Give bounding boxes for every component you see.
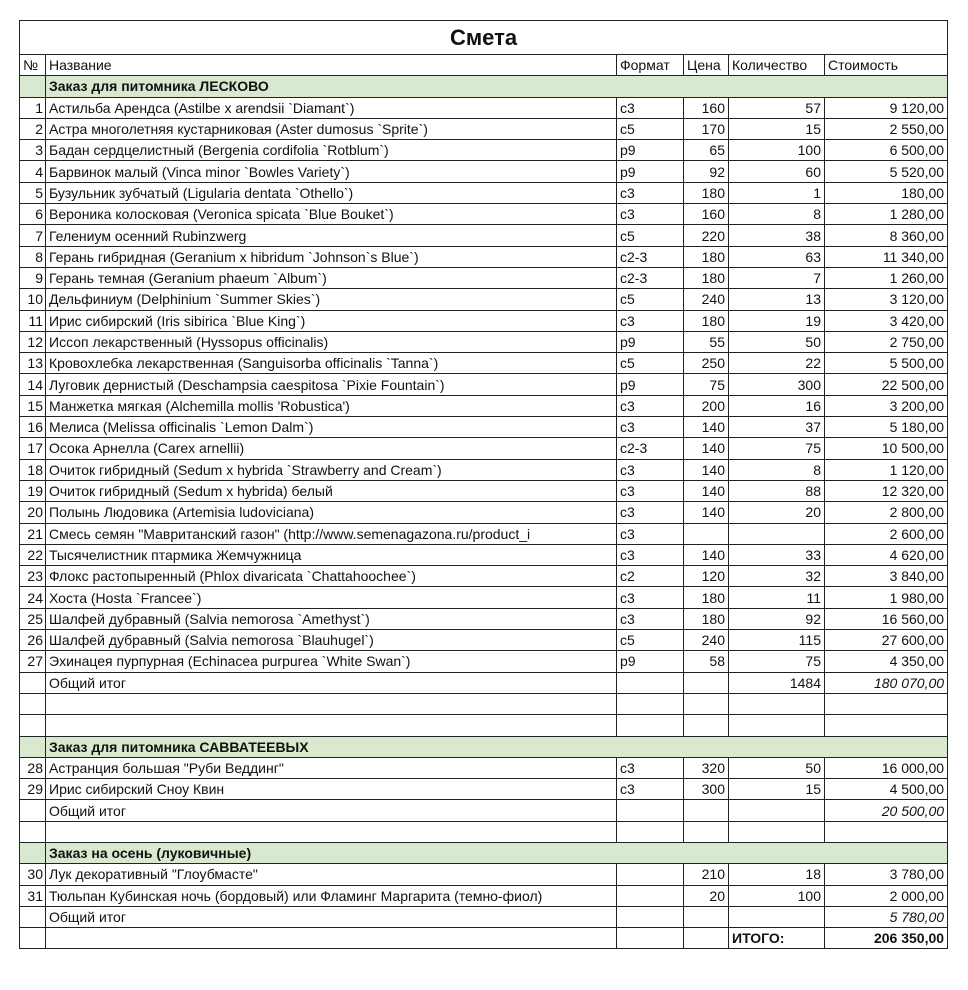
item-price: 180 — [684, 310, 729, 331]
section-title: Заказ для питомника САВВАТЕЕВЫХ — [46, 736, 948, 757]
section-row — [20, 736, 948, 757]
item-price: 180 — [684, 182, 729, 203]
subtotal-label: Общий итог — [46, 906, 617, 927]
table-row — [20, 885, 948, 906]
item-format: c3 — [617, 480, 684, 501]
item-quantity: 88 — [729, 480, 825, 501]
item-price: 170 — [684, 118, 729, 139]
item-cost: 4 350,00 — [825, 651, 948, 672]
item-price: 20 — [684, 885, 729, 906]
subtotal-cost: 20 500,00 — [825, 800, 948, 821]
item-format: c2-3 — [617, 438, 684, 459]
row-number: 2 — [20, 118, 46, 139]
item-quantity: 63 — [729, 246, 825, 267]
item-name: Астра многолетняя кустарниковая (Aster dumosus `Sprite`) — [46, 118, 617, 139]
row-number: 12 — [20, 331, 46, 352]
item-format: c3 — [617, 459, 684, 480]
item-name: Хоста (Hosta `Francee`) — [46, 587, 617, 608]
item-format: c2 — [617, 566, 684, 587]
item-format: p9 — [617, 331, 684, 352]
table-row — [20, 289, 948, 310]
item-price: 55 — [684, 331, 729, 352]
item-name: Эхинацея пурпурная (Echinacea purpurea `White Swan`) — [46, 651, 617, 672]
empty-cell — [729, 821, 825, 842]
row-number: 17 — [20, 438, 46, 459]
sheet-title: Смета — [20, 21, 948, 55]
table-row — [20, 438, 948, 459]
grand-format-cell — [617, 928, 684, 949]
item-price: 300 — [684, 779, 729, 800]
item-quantity: 33 — [729, 544, 825, 565]
item-format: c5 — [617, 225, 684, 246]
row-number: 18 — [20, 459, 46, 480]
section-num-cell — [20, 76, 46, 97]
item-cost: 3 420,00 — [825, 310, 948, 331]
section-title: Заказ на осень (луковичные) — [46, 842, 948, 863]
item-quantity: 92 — [729, 608, 825, 629]
item-name: Лук декоративный "Глоубмасте" — [46, 864, 617, 885]
item-quantity: 16 — [729, 395, 825, 416]
item-price: 120 — [684, 566, 729, 587]
row-number: 28 — [20, 757, 46, 778]
table-row — [20, 864, 948, 885]
item-name: Бузульник зубчатый (Ligularia dentata `Othello`) — [46, 182, 617, 203]
item-name: Очиток гибридный (Sedum x hybrida) белый — [46, 480, 617, 501]
item-format: p9 — [617, 374, 684, 395]
item-name: Флокс растопыренный (Phlox divaricata `Chattahoochee`) — [46, 566, 617, 587]
item-price: 250 — [684, 353, 729, 374]
item-cost: 5 500,00 — [825, 353, 948, 374]
item-name: Шалфей дубравный (Salvia nemorosa `Blauhugel`) — [46, 630, 617, 651]
row-number: 14 — [20, 374, 46, 395]
item-price: 240 — [684, 630, 729, 651]
item-price: 210 — [684, 864, 729, 885]
item-format: c5 — [617, 289, 684, 310]
item-quantity: 13 — [729, 289, 825, 310]
item-price: 140 — [684, 544, 729, 565]
item-name: Осока Арнелла (Carex arnellii) — [46, 438, 617, 459]
empty-row — [20, 693, 948, 714]
row-number: 9 — [20, 267, 46, 288]
table-row — [20, 182, 948, 203]
estimate-table — [19, 20, 948, 949]
item-name: Смесь семян "Мавританский газон" (http://www.semenagazona.ru/product_i — [46, 523, 617, 544]
subtotal-price-cell — [684, 672, 729, 693]
item-quantity: 75 — [729, 438, 825, 459]
item-cost: 12 320,00 — [825, 480, 948, 501]
row-number: 20 — [20, 502, 46, 523]
item-cost: 4 500,00 — [825, 779, 948, 800]
table-row — [20, 480, 948, 501]
item-cost: 2 550,00 — [825, 118, 948, 139]
item-cost: 5 520,00 — [825, 161, 948, 182]
item-name: Мелиса (Melissa officinalis `Lemon Dalm`) — [46, 417, 617, 438]
item-quantity: 57 — [729, 97, 825, 118]
subtotal-quantity — [729, 906, 825, 927]
item-quantity: 300 — [729, 374, 825, 395]
item-quantity: 15 — [729, 118, 825, 139]
item-price: 140 — [684, 438, 729, 459]
row-number: 7 — [20, 225, 46, 246]
empty-cell — [20, 693, 46, 714]
subtotal-price-cell — [684, 800, 729, 821]
table-row — [20, 97, 948, 118]
row-number: 21 — [20, 523, 46, 544]
empty-cell — [825, 715, 948, 736]
item-name: Ирис сибирский (Iris sibirica `Blue King`) — [46, 310, 617, 331]
item-name: Тысячелистник птармика Жемчужница — [46, 544, 617, 565]
empty-cell — [729, 715, 825, 736]
item-price: 92 — [684, 161, 729, 182]
table-row — [20, 331, 948, 352]
item-cost: 1 280,00 — [825, 204, 948, 225]
empty-row — [20, 715, 948, 736]
row-number: 4 — [20, 161, 46, 182]
item-name: Ирис сибирский Сноу Квин — [46, 779, 617, 800]
item-price: 140 — [684, 502, 729, 523]
item-cost: 1 120,00 — [825, 459, 948, 480]
item-price — [684, 523, 729, 544]
row-number: 1 — [20, 97, 46, 118]
item-cost: 9 120,00 — [825, 97, 948, 118]
subtotal-quantity: 1484 — [729, 672, 825, 693]
row-number: 15 — [20, 395, 46, 416]
item-price: 58 — [684, 651, 729, 672]
item-format: c3 — [617, 417, 684, 438]
item-quantity: 18 — [729, 864, 825, 885]
item-name: Луговик дернистый (Deschampsia caespitosa `Pixie Fountain`) — [46, 374, 617, 395]
subtotal-format-cell — [617, 672, 684, 693]
item-cost: 180,00 — [825, 182, 948, 203]
item-cost: 2 600,00 — [825, 523, 948, 544]
item-cost: 10 500,00 — [825, 438, 948, 459]
item-cost: 1 260,00 — [825, 267, 948, 288]
item-cost: 16 560,00 — [825, 608, 948, 629]
subtotal-label: Общий итог — [46, 672, 617, 693]
item-format: c3 — [617, 395, 684, 416]
item-quantity: 19 — [729, 310, 825, 331]
header-format: Формат — [617, 55, 684, 76]
header-row — [20, 55, 948, 76]
item-quantity: 38 — [729, 225, 825, 246]
item-format: c2-3 — [617, 246, 684, 267]
empty-cell — [46, 821, 617, 842]
estimate-sheet — [19, 20, 948, 949]
empty-cell — [617, 693, 684, 714]
item-quantity: 100 — [729, 140, 825, 161]
grand-total-label: ИТОГО: — [729, 928, 825, 949]
row-number: 29 — [20, 779, 46, 800]
item-price: 200 — [684, 395, 729, 416]
item-format: p9 — [617, 161, 684, 182]
item-cost: 8 360,00 — [825, 225, 948, 246]
grand-total-value: 206 350,00 — [825, 928, 948, 949]
table-row — [20, 267, 948, 288]
empty-cell — [46, 715, 617, 736]
item-format — [617, 885, 684, 906]
item-format: c3 — [617, 757, 684, 778]
grand-name-cell — [46, 928, 617, 949]
table-row — [20, 204, 948, 225]
item-cost: 27 600,00 — [825, 630, 948, 651]
item-cost: 2 800,00 — [825, 502, 948, 523]
item-name: Тюльпан Кубинская ночь (бордовый) или Фламинг Маргарита (темно-фиол) — [46, 885, 617, 906]
row-number: 31 — [20, 885, 46, 906]
item-quantity: 11 — [729, 587, 825, 608]
grand-num-cell — [20, 928, 46, 949]
item-name: Полынь Людовика (Artemisia ludoviciana) — [46, 502, 617, 523]
item-name: Шалфей дубравный (Salvia nemorosa `Amethyst`) — [46, 608, 617, 629]
item-price: 240 — [684, 289, 729, 310]
item-price: 320 — [684, 757, 729, 778]
item-cost: 5 180,00 — [825, 417, 948, 438]
table-row — [20, 459, 948, 480]
empty-cell — [684, 715, 729, 736]
item-quantity: 32 — [729, 566, 825, 587]
empty-cell — [20, 821, 46, 842]
subtotal-cost: 180 070,00 — [825, 672, 948, 693]
item-price: 180 — [684, 246, 729, 267]
item-format: c3 — [617, 544, 684, 565]
item-price: 65 — [684, 140, 729, 161]
subtotal-num-cell — [20, 800, 46, 821]
item-quantity: 50 — [729, 331, 825, 352]
subtotal-cost: 5 780,00 — [825, 906, 948, 927]
table-row — [20, 374, 948, 395]
item-name: Иссоп лекарственный (Hyssopus officinalis) — [46, 331, 617, 352]
table-row — [20, 544, 948, 565]
item-name: Астильба Арендса (Astilbe x arendsii `Diamant`) — [46, 97, 617, 118]
item-cost: 6 500,00 — [825, 140, 948, 161]
item-quantity — [729, 523, 825, 544]
row-number: 26 — [20, 630, 46, 651]
item-format: c3 — [617, 310, 684, 331]
empty-cell — [20, 715, 46, 736]
item-format: p9 — [617, 651, 684, 672]
item-cost: 11 340,00 — [825, 246, 948, 267]
item-format: c3 — [617, 523, 684, 544]
table-row — [20, 502, 948, 523]
table-row — [20, 225, 948, 246]
item-price: 180 — [684, 267, 729, 288]
subtotal-num-cell — [20, 672, 46, 693]
empty-cell — [617, 821, 684, 842]
section-title: Заказ для питомника ЛЕСКОВО — [46, 76, 948, 97]
item-quantity: 50 — [729, 757, 825, 778]
header-cost: Стоимость — [825, 55, 948, 76]
empty-cell — [825, 821, 948, 842]
item-format: c5 — [617, 118, 684, 139]
item-quantity: 60 — [729, 161, 825, 182]
item-name: Гелениум осенний Rubinzwerg — [46, 225, 617, 246]
row-number: 5 — [20, 182, 46, 203]
item-format: c3 — [617, 608, 684, 629]
item-name: Кровохлебка лекарственная (Sanguisorba officinalis `Tanna`) — [46, 353, 617, 374]
item-price: 160 — [684, 97, 729, 118]
item-format: c3 — [617, 779, 684, 800]
subtotal-quantity — [729, 800, 825, 821]
section-row — [20, 76, 948, 97]
item-cost: 3 120,00 — [825, 289, 948, 310]
item-quantity: 20 — [729, 502, 825, 523]
row-number: 6 — [20, 204, 46, 225]
subtotal-row — [20, 672, 948, 693]
item-price: 180 — [684, 608, 729, 629]
item-name: Астранция большая "Руби Веддинг" — [46, 757, 617, 778]
row-number: 8 — [20, 246, 46, 267]
item-quantity: 75 — [729, 651, 825, 672]
empty-cell — [617, 715, 684, 736]
row-number: 23 — [20, 566, 46, 587]
item-quantity: 8 — [729, 459, 825, 480]
section-num-cell — [20, 842, 46, 863]
item-name: Дельфиниум (Delphinium `Summer Skies`) — [46, 289, 617, 310]
row-number: 11 — [20, 310, 46, 331]
section-row — [20, 842, 948, 863]
item-price: 140 — [684, 459, 729, 480]
table-row — [20, 395, 948, 416]
item-quantity: 8 — [729, 204, 825, 225]
title-row — [20, 21, 948, 55]
subtotal-row — [20, 800, 948, 821]
item-name: Вероника колосковая (Veronica spicata `Blue Bouket`) — [46, 204, 617, 225]
item-quantity: 37 — [729, 417, 825, 438]
table-row — [20, 246, 948, 267]
empty-cell — [46, 693, 617, 714]
item-format: c3 — [617, 97, 684, 118]
item-cost: 3 780,00 — [825, 864, 948, 885]
table-row — [20, 587, 948, 608]
item-price: 220 — [684, 225, 729, 246]
item-cost: 2 750,00 — [825, 331, 948, 352]
empty-cell — [729, 693, 825, 714]
item-cost: 1 980,00 — [825, 587, 948, 608]
table-row — [20, 608, 948, 629]
row-number: 27 — [20, 651, 46, 672]
table-row — [20, 523, 948, 544]
item-price: 140 — [684, 417, 729, 438]
row-number: 16 — [20, 417, 46, 438]
header-price: Цена — [684, 55, 729, 76]
item-format: c3 — [617, 204, 684, 225]
grand-total-row — [20, 928, 948, 949]
header-qty: Количество — [729, 55, 825, 76]
table-row — [20, 353, 948, 374]
row-number: 30 — [20, 864, 46, 885]
item-name: Бадан сердцелистный (Bergenia cordifolia `Rotblum`) — [46, 140, 617, 161]
table-row — [20, 310, 948, 331]
row-number: 25 — [20, 608, 46, 629]
item-price: 140 — [684, 480, 729, 501]
subtotal-price-cell — [684, 906, 729, 927]
row-number: 22 — [20, 544, 46, 565]
item-quantity: 7 — [729, 267, 825, 288]
grand-price-cell — [684, 928, 729, 949]
table-row — [20, 161, 948, 182]
item-cost: 22 500,00 — [825, 374, 948, 395]
item-format: c3 — [617, 182, 684, 203]
header-num: № — [20, 55, 46, 76]
row-number: 13 — [20, 353, 46, 374]
item-name: Манжетка мягкая (Alchemilla mollis 'Robustica') — [46, 395, 617, 416]
table-row — [20, 630, 948, 651]
table-row — [20, 417, 948, 438]
subtotal-num-cell — [20, 906, 46, 927]
item-price: 180 — [684, 587, 729, 608]
empty-cell — [684, 693, 729, 714]
item-quantity: 115 — [729, 630, 825, 651]
section-num-cell — [20, 736, 46, 757]
row-number: 3 — [20, 140, 46, 161]
item-name: Герань темная (Geranium phaeum `Album`) — [46, 267, 617, 288]
item-cost: 16 000,00 — [825, 757, 948, 778]
item-name: Очиток гибридный (Sedum x hybrida `Strawberry and Cream`) — [46, 459, 617, 480]
item-format: c5 — [617, 630, 684, 651]
item-cost: 2 000,00 — [825, 885, 948, 906]
subtotal-format-cell — [617, 800, 684, 821]
empty-row — [20, 821, 948, 842]
row-number: 19 — [20, 480, 46, 501]
item-cost: 3 840,00 — [825, 566, 948, 587]
table-row — [20, 118, 948, 139]
table-row — [20, 140, 948, 161]
table-row — [20, 757, 948, 778]
row-number: 24 — [20, 587, 46, 608]
header-name: Название — [46, 55, 617, 76]
item-format: c5 — [617, 353, 684, 374]
item-quantity: 1 — [729, 182, 825, 203]
table-row — [20, 651, 948, 672]
subtotal-format-cell — [617, 906, 684, 927]
empty-cell — [684, 821, 729, 842]
item-cost: 4 620,00 — [825, 544, 948, 565]
empty-cell — [825, 693, 948, 714]
item-format — [617, 864, 684, 885]
row-number: 10 — [20, 289, 46, 310]
table-row — [20, 566, 948, 587]
item-format: c3 — [617, 587, 684, 608]
item-format: c2-3 — [617, 267, 684, 288]
table-row — [20, 779, 948, 800]
item-quantity: 22 — [729, 353, 825, 374]
item-name: Барвинок малый (Vinca minor `Bowles Variety`) — [46, 161, 617, 182]
item-quantity: 15 — [729, 779, 825, 800]
item-format: c3 — [617, 502, 684, 523]
item-name: Герань гибридная (Geranium x hibridum `Johnson`s Blue`) — [46, 246, 617, 267]
subtotal-label: Общий итог — [46, 800, 617, 821]
item-format: p9 — [617, 140, 684, 161]
item-price: 75 — [684, 374, 729, 395]
item-cost: 3 200,00 — [825, 395, 948, 416]
item-quantity: 100 — [729, 885, 825, 906]
item-price: 160 — [684, 204, 729, 225]
subtotal-row — [20, 906, 948, 927]
